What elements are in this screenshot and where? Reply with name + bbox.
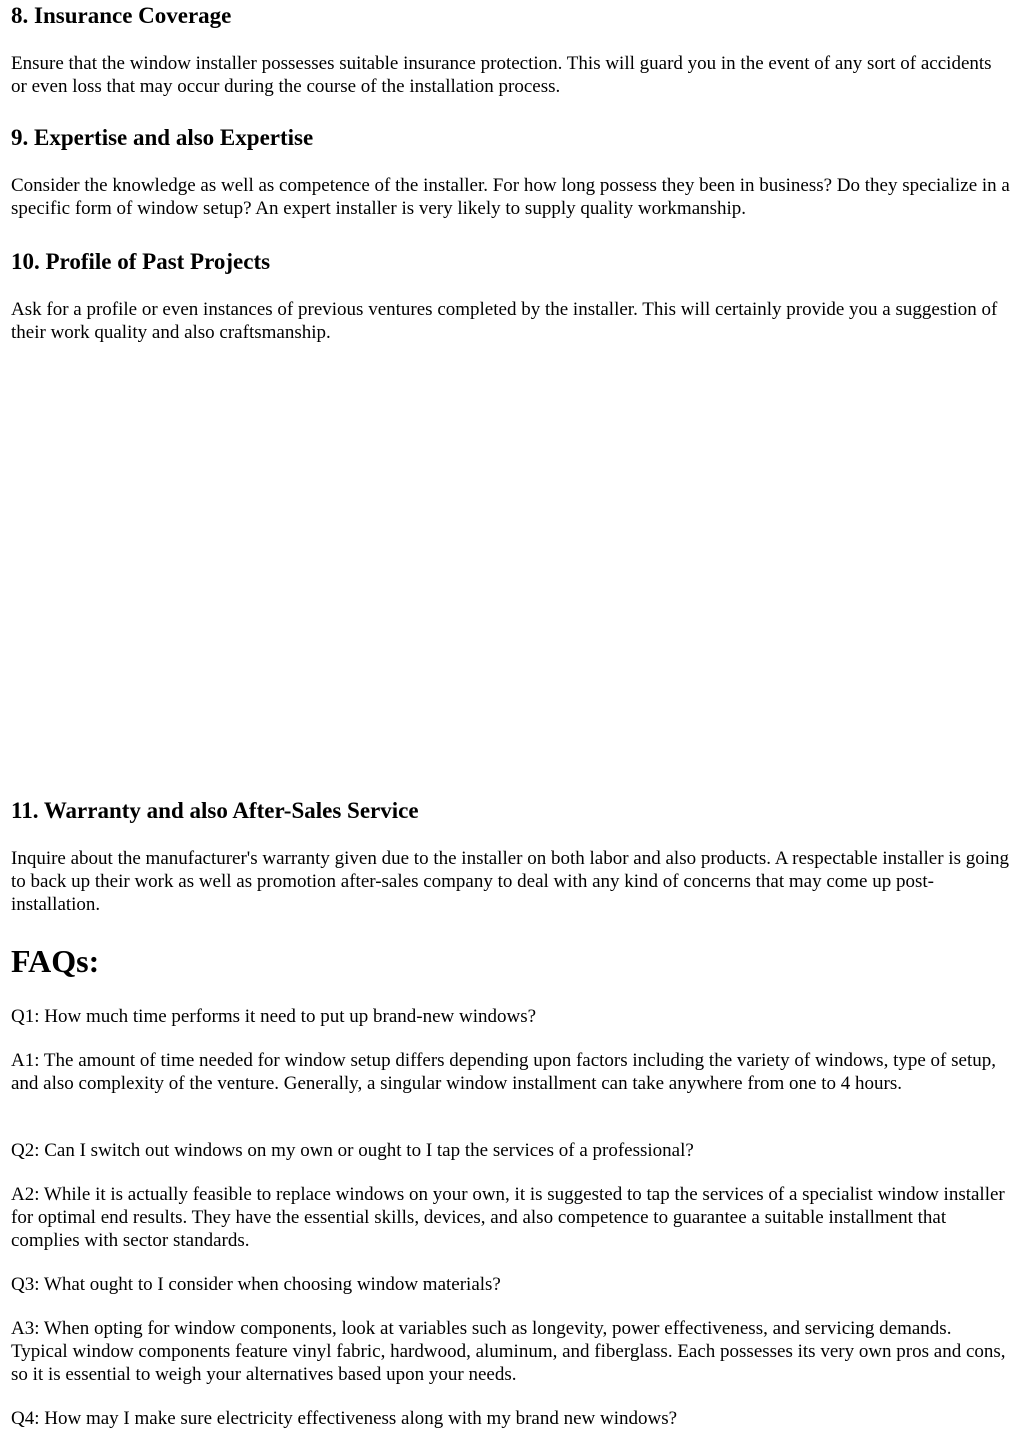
section-paragraph: Inquire about the manufacturer's warranty given due to the installer on both labor and also products. A respectable installer is going to back up their work as well as promotion after-sales company to deal with any kind of concerns that may come up post-installation. — [11, 848, 1010, 915]
faq-question: Q3: What ought to I consider when choosing window materials? — [11, 1274, 501, 1295]
faq-section — [11, 942, 1010, 1429]
faq-answer: A1: The amount of time needed for window setup differs depending upon factors including the variety of windows, type of setup, and also complexity of the venture. Generally, a singular window installment can take anywhere from one to 4 hours. — [11, 1050, 996, 1094]
faq-answer: A2: While it is actually feasible to replace windows on your own, it is suggested to tap the services of a specialist window installer for optimal end results. They have the essential skills, devices, and also competence to guarantee a suitable installment that complies with sector standards. — [11, 1184, 1005, 1251]
faq-title: FAQs: — [11, 943, 100, 979]
section-past-projects — [11, 248, 1010, 344]
section-warranty — [11, 797, 1010, 916]
section-heading: 8. Insurance Coverage — [11, 3, 232, 28]
section-paragraph: Consider the knowledge as well as competence of the installer. For how long possess they been in business? Do they specialize in a specific form of window setup? An expert installer is very likely to supply quality workmanship. — [11, 175, 1010, 219]
section-heading: 10. Profile of Past Projects — [11, 249, 271, 274]
faq-answer: A3: When opting for window components, look at variables such as longevity, power effectiveness, and servicing demands. Typical window components feature vinyl fabric, hardwood, aluminum, and fiberglass. Each possesses its very own pros and cons, so it is essential to weigh your alternatives based upon your needs. — [11, 1318, 1006, 1385]
section-paragraph: Ensure that the window installer possesses suitable insurance protection. This will guard you in the event of any sort of accidents or even loss that may occur during the course of the installation process. — [11, 53, 992, 97]
section-insurance — [11, 2, 1010, 98]
faq-question: Q1: How much time performs it need to put up brand-new windows? — [11, 1006, 537, 1027]
faq-question: Q2: Can I switch out windows on my own or ought to I tap the services of a professional? — [11, 1140, 694, 1161]
section-paragraph: Ask for a profile or even instances of previous ventures completed by the installer. This will certainly provide you a suggestion of their work quality and also craftsmanship. — [11, 299, 998, 343]
section-heading: 9. Expertise and also Expertise — [11, 125, 314, 150]
faq-question: Q4: How may I make sure electricity effectiveness along with my brand new windows? — [11, 1408, 678, 1429]
section-expertise — [11, 124, 1010, 220]
section-heading: 11. Warranty and also After-Sales Service — [11, 798, 419, 823]
